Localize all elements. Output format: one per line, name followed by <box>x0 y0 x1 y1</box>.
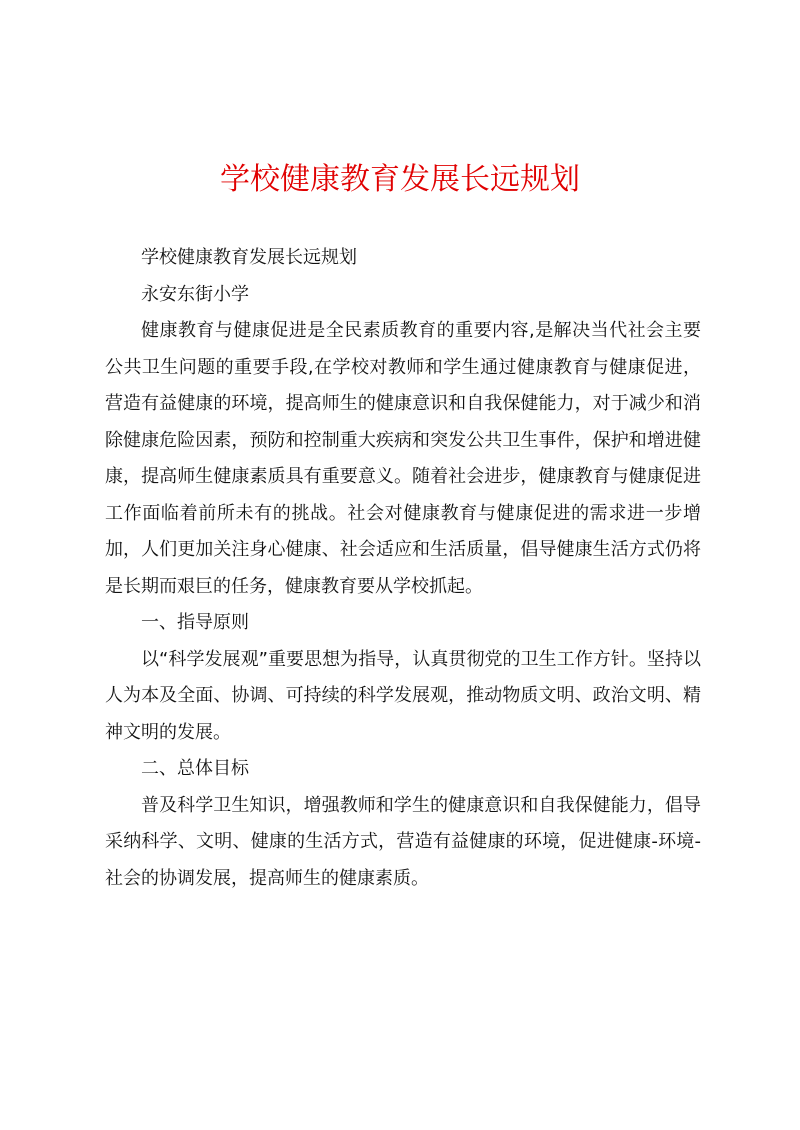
paragraph-overall-goals: 普及科学卫生知识，增强教师和学生的健康意识和自我保健能力，倡导采纳科学、文明、健康的生活方式，营造有益健康的环境，促进健康-环境-社会的协调发展，提高师生的健康素质。 <box>105 794 701 889</box>
paragraph-subtitle: 学校健康教育发展长远规划 <box>141 247 357 268</box>
paragraph-guiding-principles: 以“科学发展观”重要思想为指导，认真贯彻党的卫生工作方针。坚持以人为本及全面、协调、可持续的科学发展观，推动物质文明、政治文明、精神文明的发展。 <box>105 648 701 743</box>
section-heading-guiding-principles: 一、指导原则 <box>141 612 249 633</box>
document-title: 学校健康教育发展长远规划 <box>220 162 580 197</box>
section-heading-overall-goals: 二、总体目标 <box>141 758 249 779</box>
paragraph-introduction: 健康教育与健康促进是全民素质教育的重要内容,是解决当代社会主要公共卫生问题的重要手段,在学校对教师和学生通过健康教育与健康促进，营造有益健康的环境，提高师生的健康意识和自我保健能力，对于减少和消除健康危险因素，预防和控制重大疾病和突发公共卫生事件，保护和增进健康，提高师生健康素质具有重要意义。随着社会进步，健康教育与健康促进工作面临着前所未有的挑战。社会对健康教育与健康促进的需求进一步增加，人们更加关注身心健康、社会适应和生活质量，倡导健康生活方式仍将是长期而艰巨的任务，健康教育要从学校抓起。 <box>105 320 701 597</box>
document-body <box>105 240 701 897</box>
paragraph-school-name: 永安东街小学 <box>141 283 249 305</box>
